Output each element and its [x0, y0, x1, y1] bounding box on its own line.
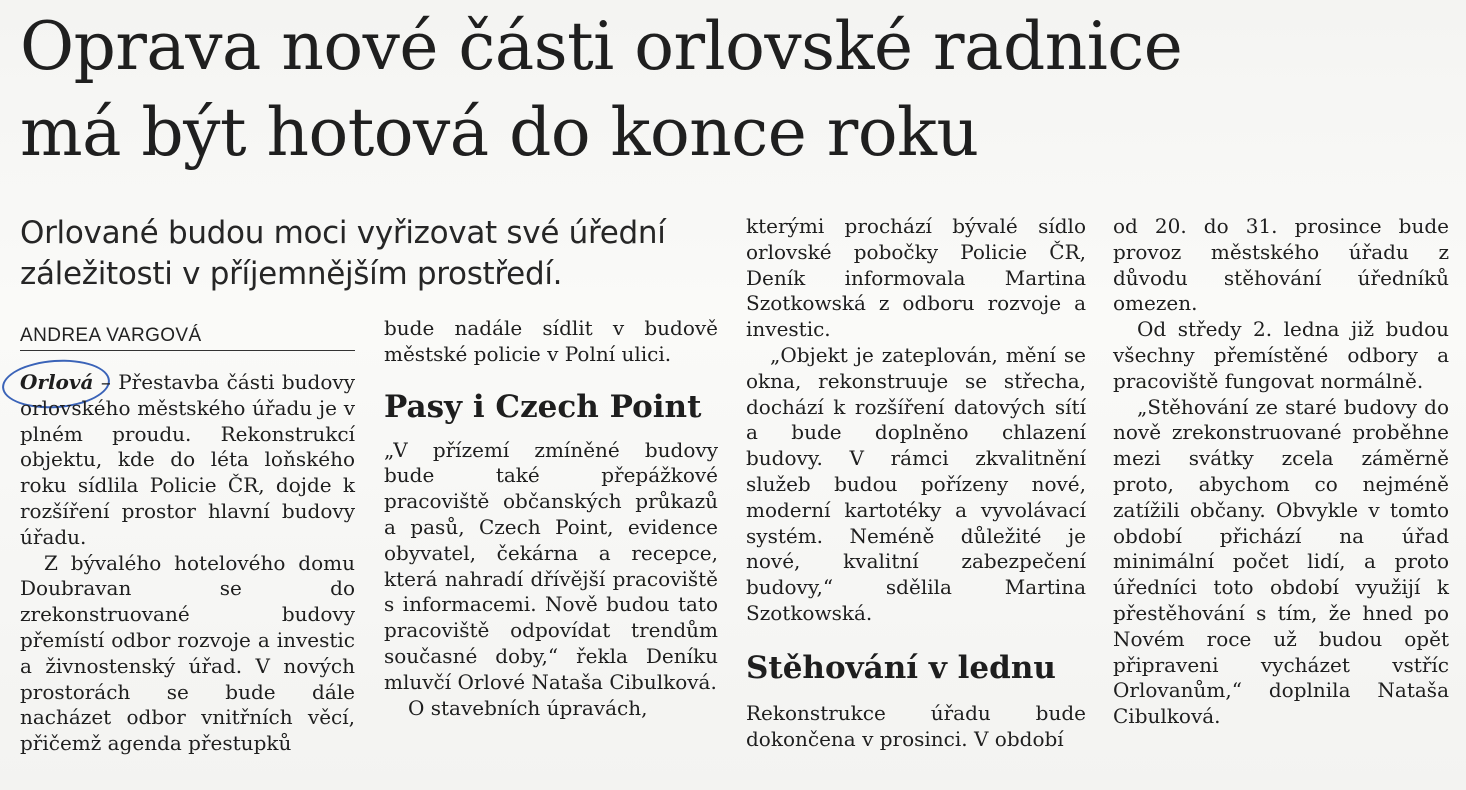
column-4-paragraph-3: „Stěhování ze staré budovy do nově zrekonstruované proběhne mezi svátky zcela záměrně proto, abychom co nejméně zatížili občany. Obvykle v tomto období přichází na úřad minimální počet lidí, a proto úředníci toto období využijí k přestěhování s tím, že hned po Novém roce už budou opět připraveni vycházet vstříc Orlovanům,“ doplnila Nataša Cibulková.: [1113, 394, 1449, 729]
byline: ANDREA VARGOVÁ: [20, 325, 355, 351]
column-4-paragraph-1: od 20. do 31. prosince bude provoz městského úřadu z důvodu stěhování úředníků omezen.: [1113, 214, 1449, 316]
headline-line-2: má být hotová do konce roku: [20, 94, 979, 171]
subheading-stehovani: Stěhování v lednu: [746, 649, 1056, 686]
column-1-paragraph-1: [20, 370, 355, 551]
column-2-paragraph-3: O stavebních úpravách,: [408, 695, 648, 720]
column-2-paragraph-1: bude nadále sídlit v budově městské policie v Polní ulici.: [384, 316, 718, 366]
lead-paragraph: Orlované budou moci vyřizovat své úřední záležitosti v příjemnějším prostředí.: [20, 215, 666, 292]
column-1-paragraph-2: Z bývalého hotelového domu Doubravan se do zrekonstruované budovy přemístí odbor rozvoje a investic a živnostenský úřad. V nových prostorách se bude dále nacházet odbor vnitřních věcí, přičemž agenda přestupků: [20, 550, 355, 756]
article-column-4: [1113, 214, 1449, 730]
headline: [20, 4, 1182, 176]
subheading-pasy: Pasy i Czech Point: [384, 388, 702, 425]
column-3-paragraph-2: „Objekt je zateplován, mění se okna, rekonstruuje se střecha, dochází k rozšíření datových sítí a bude doplněno chlazení budovy. V rámci zkvalitnění služeb budou pořízeny nové, moderní kartotéky a vyvolávací systém. Neméně důležité je nové, kvalitní zabezpečení budovy,“ sdělila Martina Szotkowská.: [746, 342, 1086, 625]
column-4-paragraph-2: Od středy 2. ledna již budou všechny přemístěné odbory a pracoviště fungovat normálně.: [1113, 317, 1449, 393]
article-column-3: [746, 214, 1086, 752]
column-2-paragraph-2: „V přízemí zmíněné budovy bude také přepážkové pracoviště občanských průkazů a pasů, Czech Point, evidence obyvatel, čekárna a recepce, která nahradí dřívější pracoviště s informacemi. Nově budou tato pracoviště odpovídat trendům současné doby,“ řekla Deníku mluvčí Orlové Nataša Cibulková.: [384, 437, 718, 694]
column-3-paragraph-3: Rekonstrukce úřadu bude dokončena v prosinci. V období: [746, 700, 1086, 751]
column-1-paragraph-1-text: – Přestavba části budovy orlovského městského úřadu je v plném proudu. Rekonstrukcí objektu, kde do léta loňského roku sídlila Policie ČR, dojde k rozšíření prostor hlavní budovy úřadu.: [20, 370, 355, 549]
article-column-1: [20, 370, 355, 757]
article-column-2: [384, 316, 718, 721]
column-3-paragraph-1: kterými prochází bývalé sídlo orlovské pobočky Policie ČR, Deník informovala Martina Szotkowská z odboru rozvoje a investic.: [746, 214, 1086, 342]
dateline-place: Orlová: [20, 370, 94, 394]
headline-line-1: Oprava nové části orlovské radnice: [20, 8, 1183, 85]
